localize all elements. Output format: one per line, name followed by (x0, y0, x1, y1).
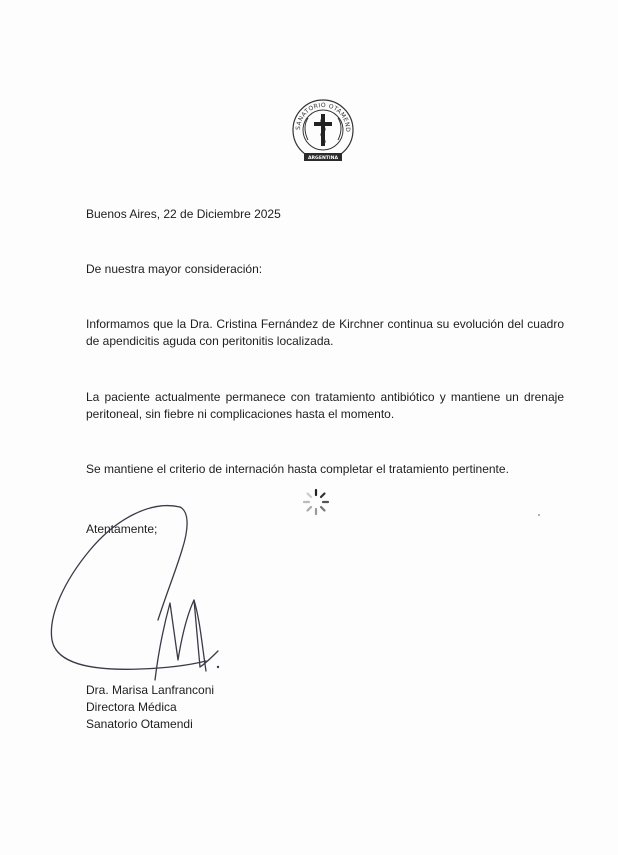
salutation: De nuestra mayor consideración: (86, 262, 263, 276)
signatory-name: Dra. Marisa Lanfranconi (86, 683, 215, 697)
svg-text:SANATORIO OTAMENDI: SANATORIO OTAMEND (294, 101, 352, 133)
svg-text:ARGENTINA: ARGENTINA (307, 156, 339, 161)
date-line: Buenos Aires, 22 de Diciembre 2025 (86, 207, 281, 221)
closing: Atentamente; (86, 522, 158, 536)
signatory-title: Directora Médica (86, 700, 177, 714)
scan-speck (538, 514, 540, 516)
signatory-institution: Sanatorio Otamendi (86, 717, 193, 731)
institution-seal-icon (290, 96, 356, 168)
paragraph-status: Informamos que la Dra. Cristina Fernández de Kirchner continua su evolución del cuadro de apendicitis aguda con peritonitis localizada. (86, 317, 564, 348)
handwritten-signature-icon (30, 495, 230, 695)
loading-spinner-icon (301, 487, 331, 517)
paragraph-hospitalization: Se mantiene el criterio de internación hasta completar el tratamiento pertinente. (86, 462, 509, 476)
signature-block (86, 682, 214, 733)
paragraph-treatment: La paciente actualmente permanece con tratamiento antibiótico y mantiene un drenaje peritoneal, sin fiebre ni complicaciones hasta el momento. (86, 390, 564, 421)
